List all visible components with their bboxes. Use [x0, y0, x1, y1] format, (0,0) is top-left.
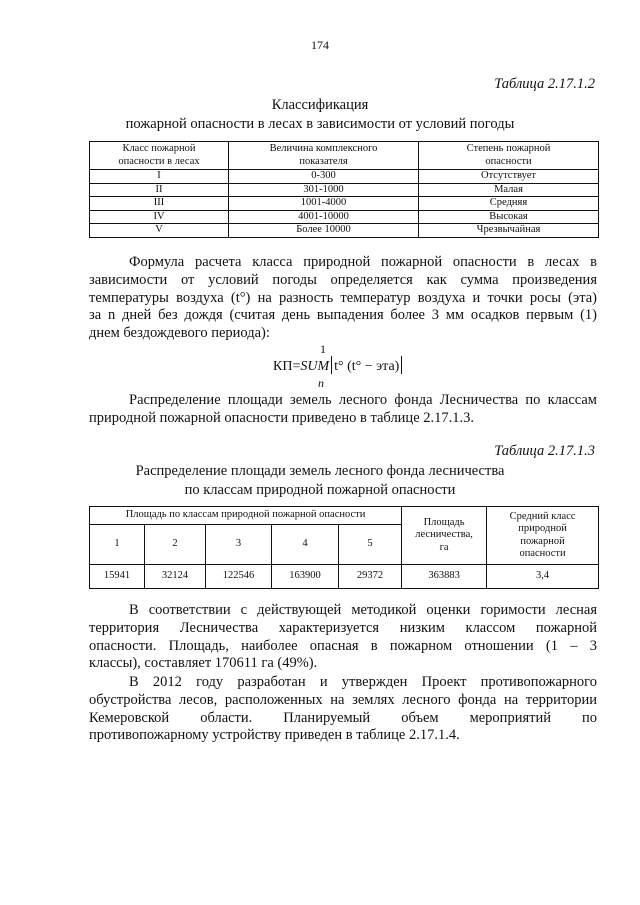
table-cell: Чрезвычайная — [419, 224, 599, 238]
table-row — [90, 170, 599, 184]
table1-caption: Таблица 2.17.1.2 — [494, 76, 595, 92]
table-cell: Более 10000 — [229, 224, 419, 238]
table-cell: 15941 — [90, 565, 145, 589]
table-row — [90, 183, 599, 197]
table-cell: IV — [90, 210, 229, 224]
class-header-cell: 3 — [206, 525, 272, 565]
formula-lower-limit: n — [318, 376, 324, 390]
table-cell: 29372 — [339, 565, 402, 589]
avg-class-header-cell: Средний класс природной пожарной опасности — [487, 507, 599, 565]
group-header-cell: Площадь по классам природной пожарной опасности — [90, 507, 402, 525]
table-cell: 3,4 — [487, 565, 599, 589]
class-header-cell: 5 — [339, 525, 402, 565]
area-distribution-table — [89, 506, 599, 589]
formula-main: КП=SUM t° (t° − эта) — [273, 356, 404, 375]
paragraph-assessment: В соответствии с действующей методикой оценки горимости лесная территория Лесничества характеризуется низким классом пожарной опасности. Площадь, наиболее опасная в пожарном отношении (1 – 3 классы), составляет 170611 га (49%). — [89, 602, 597, 672]
table-cell: II — [90, 183, 229, 197]
table-header-row — [90, 507, 599, 525]
table-cell: 0-300 — [229, 170, 419, 184]
table-cell: 32124 — [145, 565, 206, 589]
table-cell: V — [90, 224, 229, 238]
table-cell: Средняя — [419, 197, 599, 211]
table-header-row — [90, 142, 599, 170]
table2-title-line1: Распределение площади земель лесного фонда лесничества — [135, 463, 505, 479]
table-cell: 1001-4000 — [229, 197, 419, 211]
formula-upper-limit: 1 — [320, 342, 326, 356]
table-cell: I — [90, 170, 229, 184]
area-header-cell: Площадь лесничества, га — [402, 507, 487, 565]
table-row — [90, 210, 599, 224]
table-cell: Малая — [419, 183, 599, 197]
table-cell: 301-1000 — [229, 183, 419, 197]
header-cell: Величина комплексного показателя — [229, 142, 419, 170]
table1-title-line1: Классификация — [271, 97, 369, 113]
header-cell: Степень пожарной опасности — [419, 142, 599, 170]
table-cell: Высокая — [419, 210, 599, 224]
class-header-cell: 4 — [272, 525, 339, 565]
table-row — [90, 224, 599, 238]
page-number: 174 — [311, 38, 329, 52]
table-row — [90, 565, 599, 589]
table-cell: 122546 — [206, 565, 272, 589]
class-header-cell: 1 — [90, 525, 145, 565]
table-cell: III — [90, 197, 229, 211]
table-cell: 363883 — [402, 565, 487, 589]
table2-caption: Таблица 2.17.1.3 — [494, 443, 595, 459]
header-cell: Класс пожарной опасности в лесах — [90, 142, 229, 170]
paragraph-distribution-intro: Распределение площади земель лесного фонда Лесничества по классам природной пожарной опасности приведено в таблице 2.17.1.3. — [89, 392, 597, 426]
paragraph-project: В 2012 году разработан и утвержден Проект противопожарного обустройства лесов, расположенных на землях лесного фонда на территории Кемеровской области. Планируемый объем мероприятий по противопожарному устройству приведен в таблице 2.17.1.4. — [89, 674, 597, 744]
table-row — [90, 197, 599, 211]
class-header-cell: 2 — [145, 525, 206, 565]
paragraph-formula-intro: Формула расчета класса природной пожарной опасности в лесах в зависимости от условий погоды определяется как сумма произведения температуры воздуха (t°) на разность температур воздуха и точки росы (эта) за n дней без дождя (считая день выпадения более 3 мм осадков первым (1) днем бездождевого периода): — [89, 254, 597, 342]
table-cell: 163900 — [272, 565, 339, 589]
table-cell: 4001-10000 — [229, 210, 419, 224]
table1-title-line2: пожарной опасности в лесах в зависимости от условий погоды — [125, 116, 515, 132]
table2-title-line2: по классам природной пожарной опасности — [184, 482, 456, 498]
table-cell: Отсутствует — [419, 170, 599, 184]
fire-class-table — [89, 141, 599, 238]
